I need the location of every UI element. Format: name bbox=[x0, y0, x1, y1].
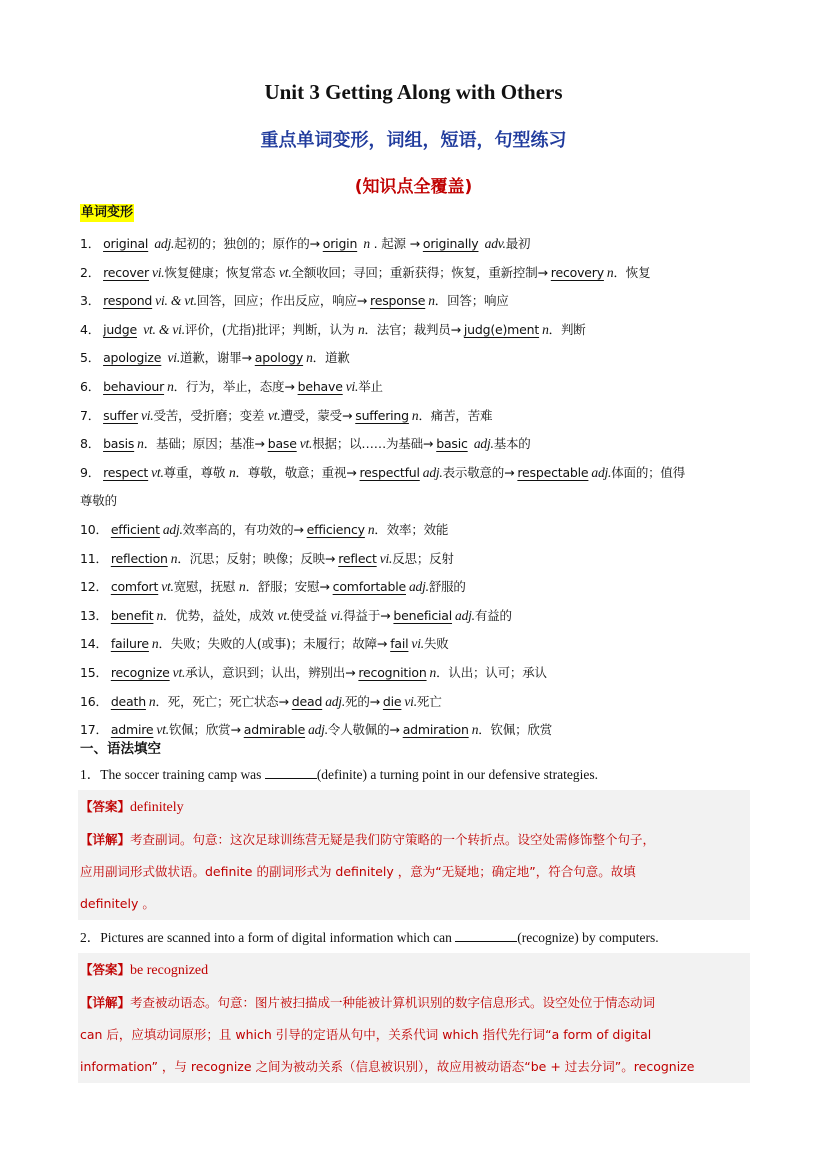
definition-text: ．道歉 bbox=[312, 350, 350, 366]
vocab-word: dead bbox=[291, 693, 323, 709]
item-number: 16． bbox=[80, 693, 108, 709]
vocab-word: admiration bbox=[402, 722, 469, 738]
vocab-item bbox=[80, 316, 750, 345]
part-of-speech: n bbox=[471, 722, 479, 738]
part-of-speech: n bbox=[137, 436, 144, 452]
definition-text: 得益于→ bbox=[343, 607, 391, 623]
definition-text: 最初 bbox=[505, 236, 531, 251]
definition-text: 死亡 bbox=[416, 693, 442, 709]
part-of-speech: n bbox=[606, 264, 614, 280]
definition-text: 效率高的，有功效的→ bbox=[182, 521, 304, 537]
item-number: 9． bbox=[80, 464, 101, 480]
part-of-speech: vt. bbox=[277, 607, 291, 623]
part-of-speech: n bbox=[170, 550, 178, 566]
part-of-speech: vi. bbox=[345, 378, 359, 394]
vocab-item bbox=[80, 659, 750, 688]
detail-text: 考查副词。句意：这次足球训练营无疑是我们防守策略的一个转折点。设空处需修饰整个句子， bbox=[130, 832, 656, 847]
definition-continuation: 尊敬的 bbox=[80, 493, 117, 509]
vocab-word: benefit bbox=[110, 607, 154, 623]
detail-line: information” ，与 recognize 之间为被动关系（信息被识别），故应用被动语态“be + 过去分词”。recognize bbox=[80, 1059, 695, 1074]
question-text-pre: 2．Pictures are scanned into a form of digital information which can bbox=[80, 930, 456, 945]
vocab-list bbox=[80, 230, 750, 745]
vocab-word: comfortable bbox=[332, 579, 406, 595]
vocab-word: recover bbox=[103, 264, 149, 280]
part-of-speech: vi. bbox=[164, 350, 180, 366]
definition-text: ．钦佩；欣赏 bbox=[478, 722, 553, 738]
definition-text: 表示敬意的→ bbox=[442, 464, 515, 480]
vocab-word: suffer bbox=[103, 407, 138, 423]
definition-text: ．判断 bbox=[548, 321, 586, 337]
definition-text: 死的→ bbox=[345, 693, 380, 709]
item-number: 5． bbox=[80, 350, 101, 366]
item-number: 3． bbox=[80, 293, 101, 309]
definition-text: 受苦，受折磨；变差 bbox=[153, 407, 268, 423]
page-title: Unit 3 Getting Along with Others bbox=[264, 80, 563, 104]
part-of-speech: n bbox=[357, 321, 365, 337]
answer-line bbox=[78, 954, 750, 987]
vocab-word: basis bbox=[103, 436, 135, 452]
part-of-speech: adj. bbox=[470, 436, 494, 452]
vocab-word: original bbox=[103, 236, 149, 251]
vocab-word: fail bbox=[390, 636, 409, 652]
definition-text: ．认出；认可；承认 bbox=[436, 664, 547, 680]
part-of-speech: adj. bbox=[151, 236, 175, 251]
item-number: 17． bbox=[80, 722, 108, 738]
detail-tag: 【详解】 bbox=[80, 832, 131, 847]
definition-text: 舒服的 bbox=[428, 579, 466, 595]
answer-tag: 【答案】 bbox=[80, 799, 131, 814]
answer-value: definitely bbox=[130, 800, 184, 815]
part-of-speech: vt. bbox=[161, 579, 174, 595]
answer-box-1 bbox=[78, 790, 750, 920]
part-of-speech: adj. bbox=[308, 722, 328, 738]
vocab-word: base bbox=[267, 436, 297, 452]
definition-text: 令人敬佩的→ bbox=[327, 722, 400, 738]
detail-line: 应用副词形式做状语。definite 的副词形式为 definitely ，意为“无疑地；确定地”，符合句意。故填 bbox=[80, 864, 636, 879]
vocab-item bbox=[80, 344, 750, 373]
detail-line: can 后，应填动词原形；且 which 引导的定语从句中，关系代词 which 指代先行词“a form of digital bbox=[80, 1027, 652, 1042]
part-of-speech: vt. & vi. bbox=[140, 321, 185, 337]
detail-line bbox=[78, 987, 750, 1019]
vocab-word: origin bbox=[322, 236, 358, 251]
definition-text: 失败 bbox=[423, 636, 449, 652]
definition-text: ．尊敬，敬意；重视→ bbox=[235, 464, 357, 480]
definition-text: 承认，意识到；认出，辨别出→ bbox=[185, 664, 356, 680]
vocab-word: reflect bbox=[338, 550, 377, 566]
definition-text: ．回答；响应 bbox=[434, 293, 509, 309]
part-of-speech: n bbox=[428, 293, 435, 309]
vocab-word: response bbox=[370, 293, 426, 309]
vocab-word: comfort bbox=[110, 579, 159, 595]
definition-text: ．基础；原因；基准→ bbox=[143, 436, 265, 452]
vocab-item bbox=[80, 516, 750, 545]
question-2 bbox=[80, 927, 750, 948]
part-of-speech: n bbox=[156, 607, 163, 623]
part-of-speech: adj. bbox=[591, 464, 612, 480]
vocab-item bbox=[80, 630, 750, 659]
vocab-item bbox=[80, 373, 750, 402]
part-of-speech: n bbox=[360, 236, 370, 251]
part-of-speech: adj. bbox=[325, 693, 346, 709]
part-of-speech: n bbox=[367, 521, 375, 537]
part-of-speech: adj. bbox=[162, 521, 183, 537]
part-of-speech: vt. bbox=[267, 407, 281, 423]
item-number: 4． bbox=[80, 321, 101, 337]
question-1 bbox=[80, 764, 750, 785]
definition-text: 道歉，谢罪→ bbox=[180, 350, 252, 366]
item-number: 12． bbox=[80, 579, 108, 595]
item-number: 2． bbox=[80, 264, 101, 280]
vocab-item bbox=[80, 430, 750, 459]
item-number: 13． bbox=[80, 607, 108, 623]
definition-text: 钦佩；欣赏→ bbox=[168, 722, 241, 738]
item-number: 15． bbox=[80, 664, 108, 680]
definition-text: ．痛苦，苦难 bbox=[418, 407, 493, 423]
part-of-speech: vi. bbox=[151, 264, 165, 280]
vocab-word: behave bbox=[297, 378, 343, 394]
definition-text: ．恢复 bbox=[613, 264, 651, 280]
vocab-word: efficient bbox=[110, 521, 160, 537]
item-number: 11． bbox=[80, 550, 108, 566]
vocab-item bbox=[80, 459, 750, 516]
part-of-speech: vt. bbox=[156, 722, 169, 738]
vocab-word: respectable bbox=[517, 464, 589, 480]
definition-text: 根据；以……为基础→ bbox=[312, 436, 434, 452]
part-of-speech: vt. bbox=[151, 464, 164, 480]
definition-text: 遭受，蒙受→ bbox=[280, 407, 353, 423]
vocab-word: admire bbox=[110, 722, 154, 738]
vocab-word: failure bbox=[110, 636, 149, 652]
vocab-word: respond bbox=[103, 293, 153, 309]
vocab-word: judg(e)ment bbox=[463, 321, 540, 337]
item-number: 6． bbox=[80, 378, 101, 394]
item-number: 8． bbox=[80, 436, 101, 452]
answer-value: be recognized bbox=[130, 963, 209, 978]
part-of-speech: vi. bbox=[140, 407, 154, 423]
detail-line bbox=[78, 824, 750, 856]
vocab-item bbox=[80, 573, 750, 602]
part-of-speech: n bbox=[542, 321, 549, 337]
part-of-speech: vi. bbox=[404, 693, 417, 709]
definition-text: 基本的 bbox=[493, 436, 531, 452]
part-of-speech: vi. bbox=[411, 636, 424, 652]
item-number: 14． bbox=[80, 636, 108, 652]
item-number: 7． bbox=[80, 407, 101, 423]
part-of-speech: vt. bbox=[172, 664, 186, 680]
part-of-speech: n bbox=[306, 350, 313, 366]
vocab-word: respect bbox=[103, 464, 149, 480]
definition-text: 评价，(尤指)批评；判断，认为 bbox=[184, 321, 358, 337]
vocab-word: suffering bbox=[355, 407, 409, 423]
item-number: 10． bbox=[80, 521, 108, 537]
part-of-speech: n bbox=[151, 636, 159, 652]
vocab-word: recognition bbox=[358, 664, 427, 680]
definition-text: 尊重，尊敬 bbox=[163, 464, 229, 480]
part-of-speech: n bbox=[148, 693, 156, 709]
definition-text: 回答，回应；作出反应，响应→ bbox=[196, 293, 368, 309]
definition-text: 体面的；值得 bbox=[611, 464, 686, 480]
vocab-word: recognize bbox=[110, 664, 170, 680]
vocab-word: efficiency bbox=[306, 521, 365, 537]
vocab-item bbox=[80, 688, 750, 717]
detail-tag: 【详解】 bbox=[80, 995, 131, 1010]
definition-text: 反思；反射 bbox=[392, 550, 454, 566]
part-of-speech: vi. bbox=[330, 607, 344, 623]
vocab-word: originally bbox=[422, 236, 479, 251]
definition-text: ．失败；失败的人(或事)；未履行；故障→ bbox=[158, 636, 388, 652]
definition-text: 恢复健康；恢复常态 bbox=[164, 264, 279, 280]
vocab-item bbox=[80, 287, 750, 316]
grammar-section-heading: 一、语法填空 bbox=[80, 741, 161, 757]
vocab-word: behaviour bbox=[103, 378, 165, 394]
coverage-note: (知识点全覆盖) bbox=[354, 177, 473, 197]
definition-text: 举止 bbox=[358, 378, 383, 394]
detail-text: 考查被动语态。句意：图片被扫描成一种能被计算机识别的数字信息形式。设空处位于情态动词 bbox=[130, 995, 656, 1010]
part-of-speech: vt. bbox=[278, 264, 292, 280]
definition-text: 全额收回；寻回；重新获得；恢复，重新控制→ bbox=[291, 264, 548, 280]
vocab-word: death bbox=[110, 693, 146, 709]
part-of-speech: n bbox=[411, 407, 419, 423]
vocab-item bbox=[80, 259, 750, 288]
part-of-speech: n bbox=[429, 664, 437, 680]
vocab-item bbox=[80, 230, 750, 259]
part-of-speech: adv. bbox=[481, 236, 506, 251]
vocab-word: judge bbox=[103, 321, 138, 337]
part-of-speech: vi. & vt. bbox=[155, 293, 197, 309]
vocab-word: apology bbox=[254, 350, 304, 366]
detail-line: definitely 。 bbox=[80, 896, 155, 911]
definition-text: ．法官；裁判员→ bbox=[364, 321, 461, 337]
part-of-speech: adj. bbox=[409, 579, 429, 595]
item-number: 1． bbox=[80, 236, 101, 251]
part-of-speech: n bbox=[239, 579, 246, 595]
question-text-post: (definite) a turning point in our defensive strategies. bbox=[316, 767, 598, 782]
definition-text: ．舒服；安慰→ bbox=[245, 579, 330, 595]
vocab-item bbox=[80, 545, 750, 574]
vocab-word: die bbox=[382, 693, 402, 709]
vocab-item bbox=[80, 602, 750, 631]
vocab-item bbox=[80, 402, 750, 431]
vocab-word: beneficial bbox=[393, 607, 453, 623]
vocab-word: admirable bbox=[243, 722, 306, 738]
vocab-section-label: 单词变形 bbox=[81, 205, 134, 220]
definition-text: ．效率；效能 bbox=[374, 521, 449, 537]
vocab-item bbox=[80, 716, 750, 745]
part-of-speech: vi. bbox=[379, 550, 393, 566]
part-of-speech: vt. bbox=[299, 436, 313, 452]
part-of-speech: n bbox=[228, 464, 236, 480]
part-of-speech: n bbox=[167, 378, 174, 394]
definition-text: 使受益 bbox=[290, 607, 331, 623]
definition-text: ．沉思；反射；映像；反映→ bbox=[177, 550, 336, 566]
question-text-pre: 1．The soccer training camp was bbox=[80, 767, 265, 782]
question-text-post: (recognize) by computers. bbox=[517, 930, 659, 945]
page-subtitle: 重点单词变形，词组，短语，句型练习 bbox=[260, 130, 567, 151]
definition-text: 宽慰，抚慰 bbox=[173, 579, 240, 595]
vocab-word: respectful bbox=[359, 464, 420, 480]
answer-tag: 【答案】 bbox=[80, 962, 131, 977]
definition-text: 起初的；独创的；原作的→ bbox=[174, 236, 320, 251]
definition-text: ．死，死亡；死亡状态→ bbox=[155, 693, 289, 709]
answer-box-2 bbox=[78, 953, 750, 1083]
definition-text: . 起源 → bbox=[369, 236, 420, 251]
definition-text: ．优势，益处，成效 bbox=[163, 607, 278, 623]
vocab-word: apologize bbox=[103, 350, 162, 366]
part-of-speech: adj. bbox=[455, 607, 475, 623]
answer-blank bbox=[455, 927, 517, 942]
answer-blank bbox=[265, 764, 317, 779]
vocab-word: reflection bbox=[110, 550, 168, 566]
answer-line bbox=[78, 791, 750, 824]
vocab-word: recovery bbox=[550, 264, 604, 280]
definition-text: 有益的 bbox=[474, 607, 512, 623]
vocab-word: basic bbox=[436, 436, 468, 452]
part-of-speech: adj. bbox=[422, 464, 443, 480]
definition-text: ．行为，举止，态度→ bbox=[173, 378, 295, 394]
